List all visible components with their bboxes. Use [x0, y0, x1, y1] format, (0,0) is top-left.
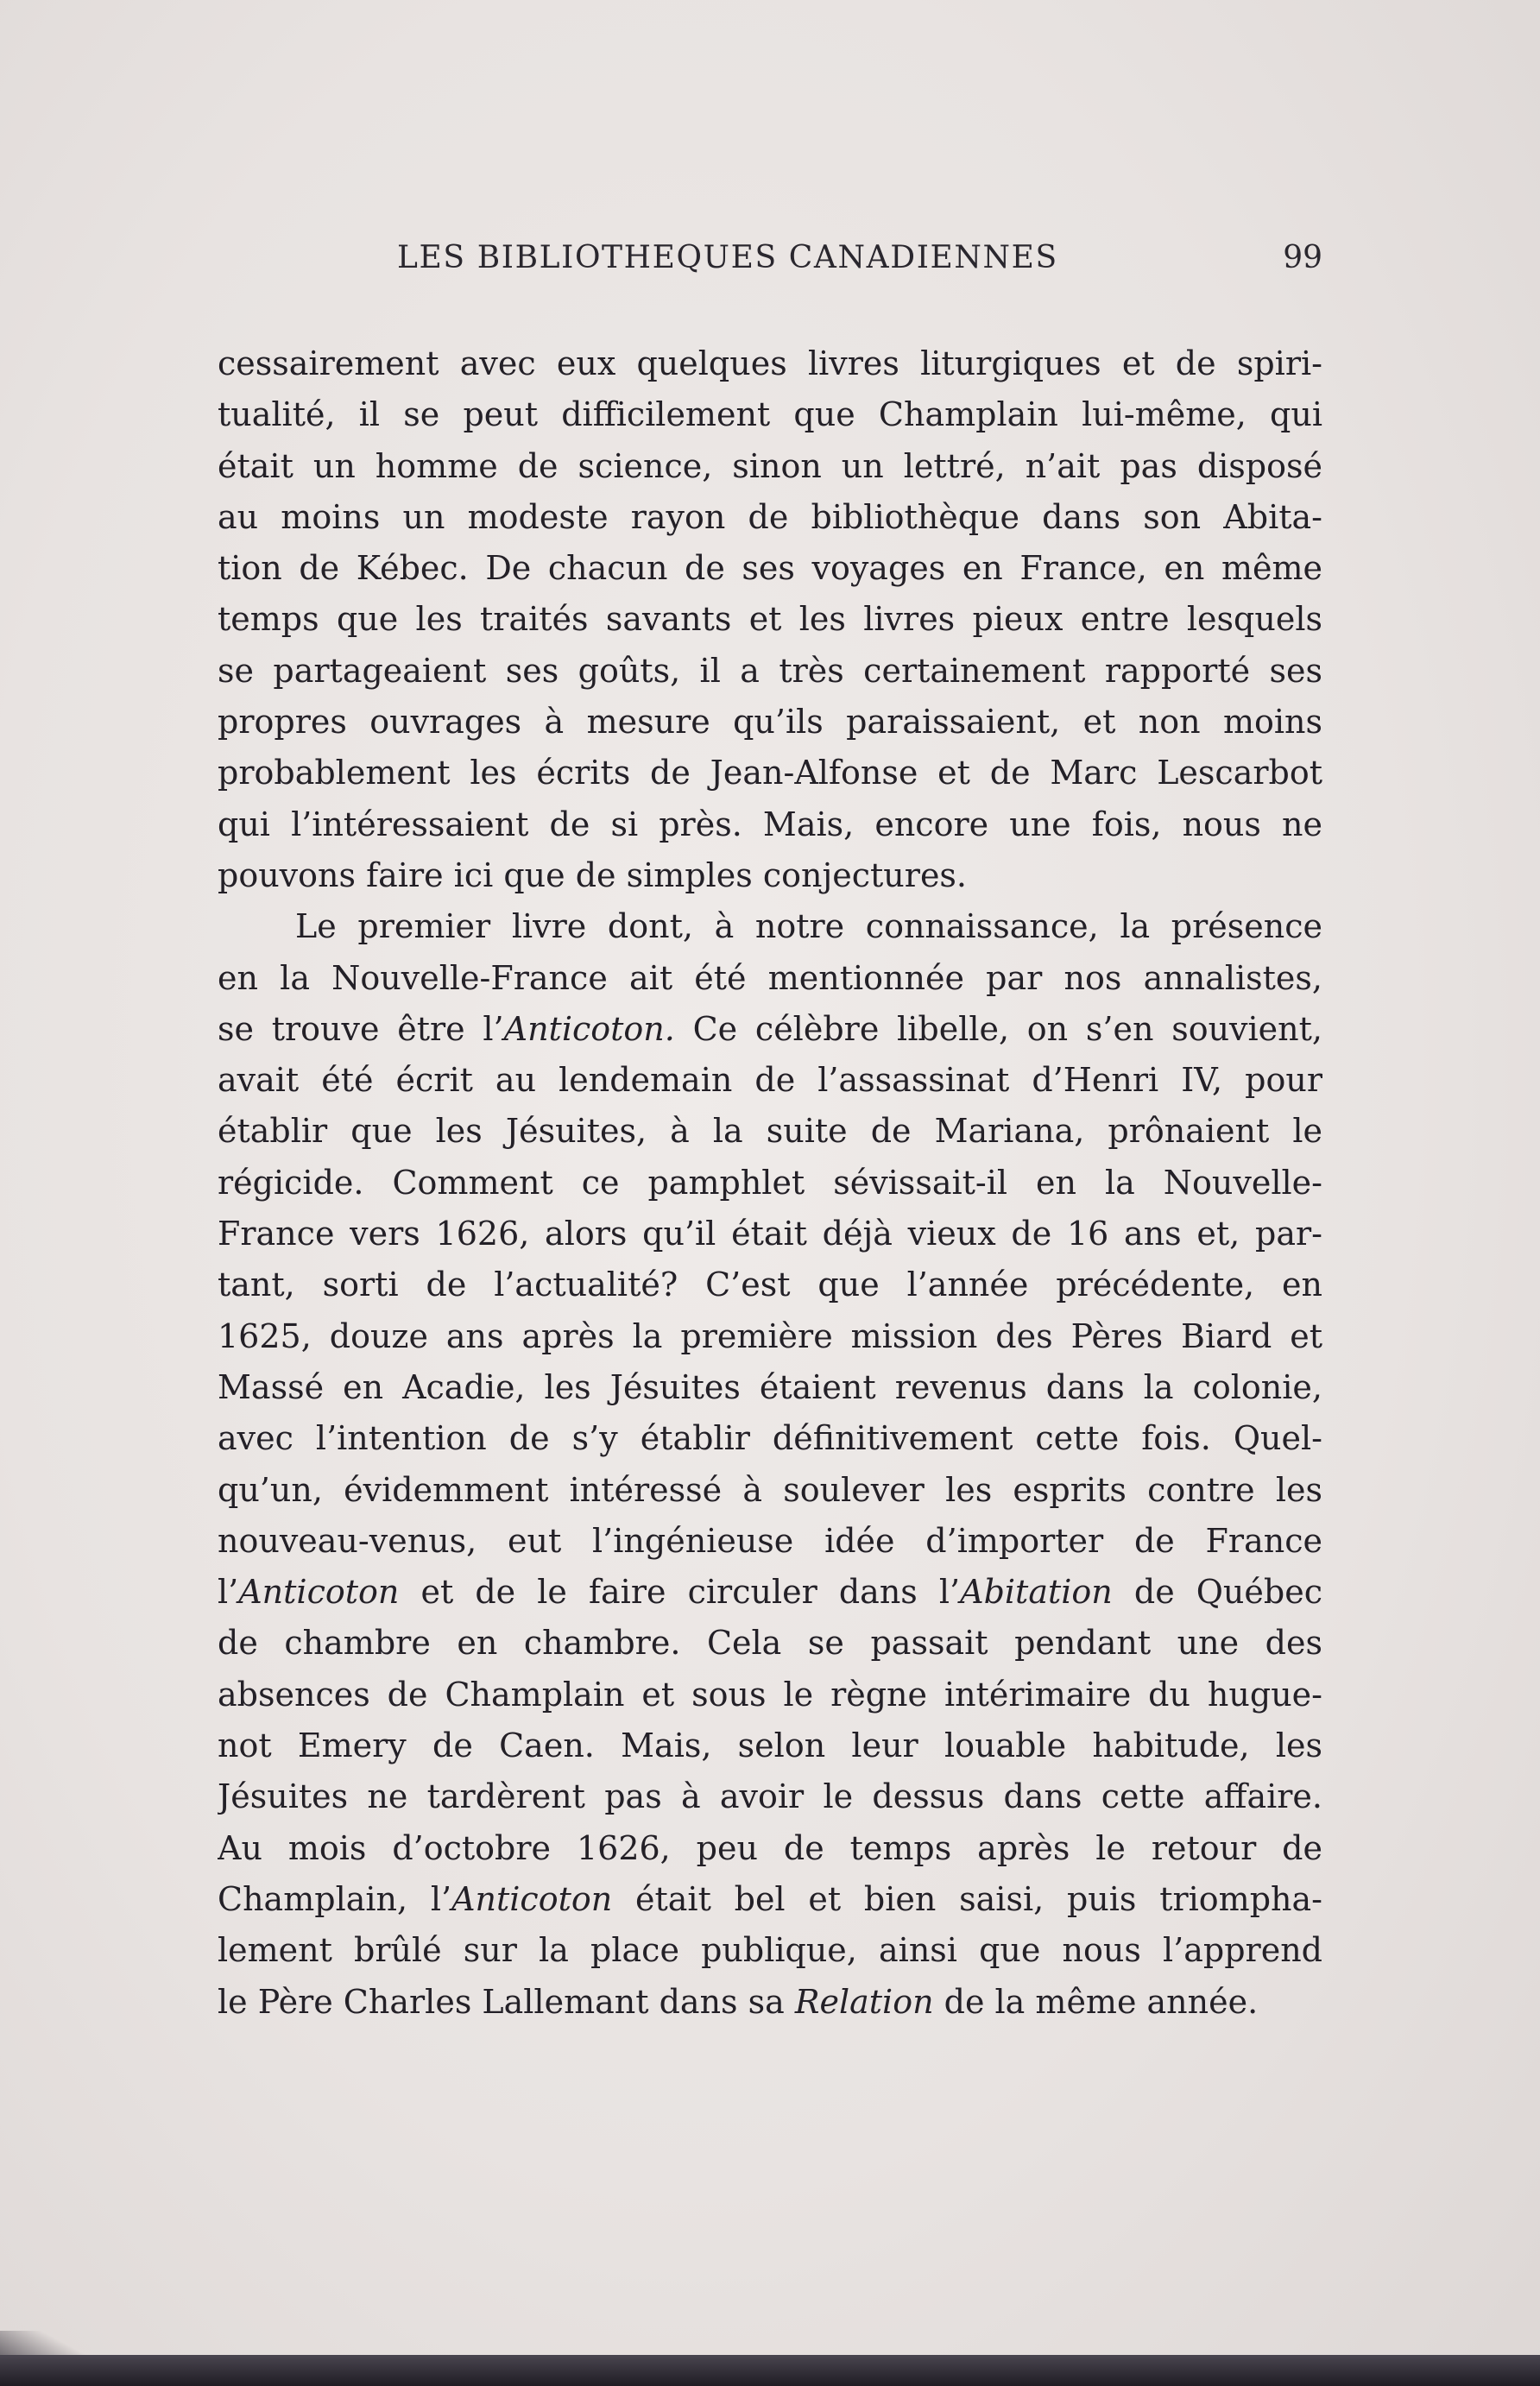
text-segment: Au mois d’octobre 1626, peu de temps après le retour de	[218, 1828, 1322, 1867]
text-line	[218, 594, 1322, 645]
paragraph	[218, 901, 1322, 2028]
text-segment: Jésuites ne tardèrent pas à avoir le dessus dans cette affaire.	[218, 1777, 1322, 1816]
text-segment: France vers 1626, alors qu’il était déjà vieux de 16 ans et, par-	[218, 1215, 1322, 1253]
text-segment: en la Nouvelle-France ait été mentionnée par nos annalistes,	[218, 958, 1322, 997]
text-segment: Massé en Acadie, les Jésuites étaient revenus dans la colonie,	[218, 1367, 1322, 1406]
text-segment: absences de Champlain et sous le règne intérimaire du hugue-	[218, 1675, 1322, 1714]
text-line	[218, 646, 1322, 697]
text-segment: était un homme de science, sinon un lettré, n’ait pas disposé	[218, 446, 1322, 485]
text-line	[218, 1311, 1322, 1362]
text-line	[218, 492, 1322, 543]
text-line	[218, 901, 1322, 952]
italic-title: Anticoton	[451, 1879, 613, 1918]
text-segment: Ce célèbre libelle, on s’en souvient,	[674, 1009, 1322, 1048]
page-number: 99	[1283, 240, 1322, 275]
text-segment: 1625, douze ans après la première mission des Pères Biard et	[218, 1316, 1322, 1355]
text-segment: nouveau-venus, eut l’ingénieuse idée d’importer de France	[218, 1521, 1322, 1560]
text-segment: avait été écrit au lendemain de l’assassinat d’Henri IV, pour	[218, 1061, 1322, 1100]
text-line	[218, 1106, 1322, 1157]
text-line	[218, 1567, 1322, 1618]
text-segment: tant, sorti de l’actualité? C’est que l’année précédente, en	[218, 1266, 1322, 1304]
text-line	[218, 441, 1322, 492]
text-segment: régicide. Comment ce pamphlet sévissait-il en la Nouvelle-	[218, 1163, 1322, 1202]
text-segment: et de le faire circuler dans l’	[399, 1573, 961, 1612]
text-line	[218, 1925, 1322, 1976]
text-line	[218, 389, 1322, 440]
body-text	[218, 338, 1322, 2028]
italic-title: Relation	[794, 1982, 934, 2021]
text-segment: avec l’intention de s’y établir définitivement cette fois. Quel-	[218, 1419, 1322, 1458]
text-line	[218, 1720, 1322, 1771]
running-title: LES BIBLIOTHEQUES CANADIENNES	[397, 240, 1058, 275]
text-segment: de Québec	[1112, 1573, 1322, 1612]
text-segment: tion de Kébec. De chacun de ses voyages en France, en même	[218, 549, 1322, 588]
text-line	[218, 748, 1322, 798]
text-segment: not Emery de Caen. Mais, selon leur louable habitude, les	[218, 1726, 1322, 1765]
paragraph	[218, 338, 1322, 901]
italic-title: Anticoton	[238, 1573, 400, 1612]
text-segment: qui l’intéressaient de si près. Mais, encore une fois, nous ne	[218, 805, 1322, 843]
text-line	[218, 1362, 1322, 1413]
text-segment: l’	[218, 1573, 239, 1612]
text-line	[218, 1823, 1322, 1874]
text-line	[218, 1004, 1322, 1055]
text-line	[218, 850, 1322, 901]
text-line	[218, 1618, 1322, 1669]
page-bottom-edge	[0, 2355, 1540, 2386]
text-line	[218, 697, 1322, 748]
text-segment: temps que les traités savants et les livres pieux entre lesquels	[218, 600, 1322, 639]
text-segment: lement brûlé sur la place publique, ainsi que nous l’apprend	[218, 1931, 1322, 1970]
text-line	[218, 543, 1322, 594]
text-line	[218, 1977, 1322, 2028]
text-segment: établir que les Jésuites, à la suite de Mariana, prônaient le	[218, 1112, 1322, 1151]
text-line	[218, 1055, 1322, 1106]
text-segment: pouvons faire ici que de simples conjectures.	[218, 855, 968, 894]
text-line	[218, 1158, 1322, 1209]
text-line	[218, 1771, 1322, 1822]
text-line	[218, 1874, 1322, 1925]
text-line	[218, 1209, 1322, 1259]
text-segment: se partageaient ses goûts, il a très certainement rapporté ses	[218, 651, 1322, 690]
text-segment: probablement les écrits de Jean-Alfonse et de Marc Lescarbot	[218, 754, 1322, 792]
text-line	[218, 1670, 1322, 1720]
text-line	[218, 1413, 1322, 1464]
text-segment: tualité, il se peut difficilement que Champlain lui-même, qui	[218, 395, 1322, 434]
text-segment: Le premier livre dont, à notre connaissance, la présence	[295, 907, 1322, 946]
text-segment: qu’un, évidemment intéressé à soulever les esprits contre les	[218, 1470, 1322, 1509]
text-line	[218, 1516, 1322, 1567]
text-segment: Champlain, l’	[218, 1879, 452, 1918]
running-head	[218, 235, 1322, 283]
text-line	[218, 953, 1322, 1004]
text-segment: le Père Charles Lallemant dans sa	[218, 1982, 795, 2021]
text-line	[218, 1259, 1322, 1310]
text-segment: propres ouvrages à mesure qu’ils paraissaient, et non moins	[218, 703, 1322, 742]
text-segment: de la même année.	[933, 1982, 1259, 2021]
text-segment: cessairement avec eux quelques livres liturgiques et de spiri-	[218, 344, 1322, 382]
text-line	[218, 338, 1322, 389]
italic-title: Abitation	[960, 1573, 1113, 1612]
text-line	[218, 1465, 1322, 1516]
text-line	[218, 799, 1322, 850]
text-segment: au moins un modeste rayon de bibliothèque dans son Abita-	[218, 497, 1322, 536]
text-segment: se trouve être l’	[218, 1009, 504, 1048]
italic-title: Anticoton.	[503, 1009, 675, 1048]
text-segment: de chambre en chambre. Cela se passait pendant une des	[218, 1624, 1322, 1663]
text-segment: était bel et bien saisi, puis triompha-	[612, 1879, 1322, 1918]
